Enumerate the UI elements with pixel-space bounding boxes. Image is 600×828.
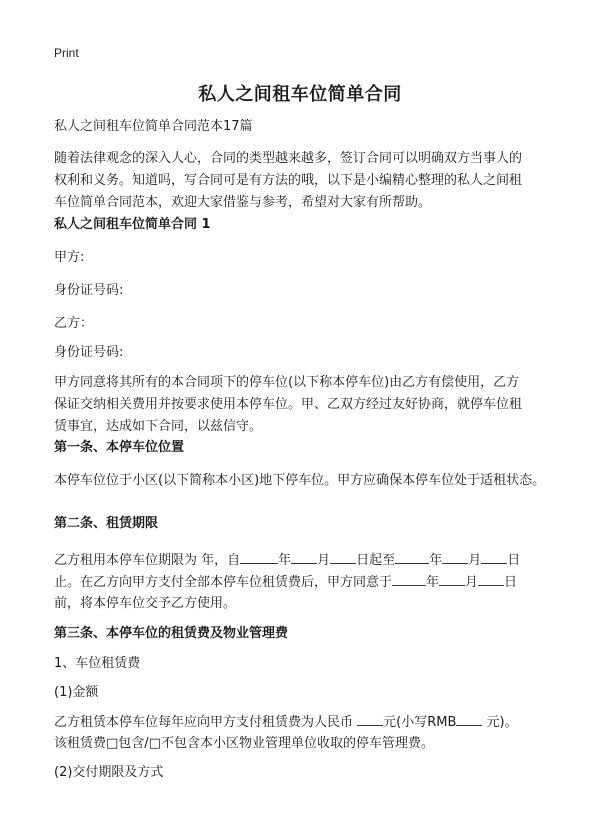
fee-sub-2: (2)交付期限及方式 — [54, 765, 164, 780]
document-title: 私人之间租车位简单合同 — [198, 84, 402, 105]
term-line-3: 前，将本停车位交予乙方使用。 — [54, 596, 237, 611]
fee-sub-1: (1)金额 — [54, 685, 99, 700]
blank-field — [240, 549, 278, 564]
fee-line-2: 该租赁费□包含/□不包含本小区物业管理单位收取的停车管理费。 — [54, 736, 434, 751]
party-b-id-label: 身份证号码: — [54, 345, 124, 360]
article-3-heading: 第三条、本停车位的租赁费及物业管理费 — [54, 626, 289, 641]
party-a-label: 甲方: — [54, 250, 85, 265]
section-heading-1: 私人之间租车位简单合同 1 — [54, 217, 211, 232]
fee-mid: 元(小写RMB — [383, 715, 457, 730]
blank-field — [291, 549, 317, 564]
term-lead-2: 止。在乙方向甲方支付全部本停车位租赁费后，甲方同意于 — [54, 575, 393, 590]
subtitle: 私人之间租车位简单合同范本17篇 — [54, 119, 253, 134]
party-b-label: 乙方： — [54, 316, 94, 331]
fee-end: 元)。 — [486, 715, 518, 730]
blank-field — [330, 549, 356, 564]
term-from-label: 日起至 — [356, 553, 396, 568]
blank-field — [392, 571, 426, 586]
agreement-line-1: 甲方同意将其所有的本合同项下的停车位(以下称本停车位)由乙方有偿使用，乙方 — [54, 375, 520, 390]
term-month2-label: 月 — [468, 553, 482, 568]
term2-month-label: 月 — [465, 575, 479, 590]
term-year2-label: 年 — [429, 553, 443, 568]
term-year-label: 年 — [278, 553, 292, 568]
intro-line-2: 权利和义务。知道吗，写合同可是有方法的哦，以下是小编精心整理的私人之间租 — [54, 173, 523, 188]
term-day2-label: 日 — [507, 553, 521, 568]
agreement-line-3: 赁事宜，达成如下合同，以兹信守。 — [54, 419, 263, 434]
article-1-heading: 第一条、本停车位位置 — [54, 440, 185, 455]
blank-field — [456, 711, 482, 726]
blank-field — [481, 549, 507, 564]
fee-line-1 — [54, 711, 518, 734]
fee-lead: 乙方租赁本停车位每年应向甲方支付租赁费为人民币 — [54, 715, 354, 730]
blank-field — [478, 571, 504, 586]
blank-field — [395, 549, 429, 564]
term-line-2 — [54, 571, 517, 594]
intro-line-3: 车位简单合同范本，欢迎大家借鉴与参考，希望对大家有所帮助。 — [54, 195, 432, 210]
blank-field — [357, 711, 383, 726]
blank-field — [439, 571, 465, 586]
term-line-1 — [54, 549, 520, 572]
fee-item-1: 1、车位租赁费 — [54, 656, 141, 671]
article-2-heading: 第二条、租赁期限 — [54, 516, 159, 531]
agreement-line-2: 保证交纳相关费用并按要求使用本停车位。甲、乙双方经过友好协商，就停车位租 — [54, 397, 523, 412]
blank-field — [442, 549, 468, 564]
term-month-label: 月 — [317, 553, 331, 568]
intro-line-1: 随着法律观念的深入人心，合同的类型越来越多，签订合同可以明确双方当事人的 — [54, 151, 523, 166]
party-a-id-label: 身份证号码: — [54, 283, 124, 298]
term2-day-label: 日 — [504, 575, 518, 590]
article-1-text: 本停车位位于小区(以下简称本小区)地下停车位。甲方应确保本停车位处于适租状态。 — [54, 473, 546, 488]
term2-year-label: 年 — [426, 575, 440, 590]
term-lead: 乙方租用本停车位期限为 年，自 — [54, 553, 241, 568]
print-link[interactable]: Print — [54, 46, 79, 60]
